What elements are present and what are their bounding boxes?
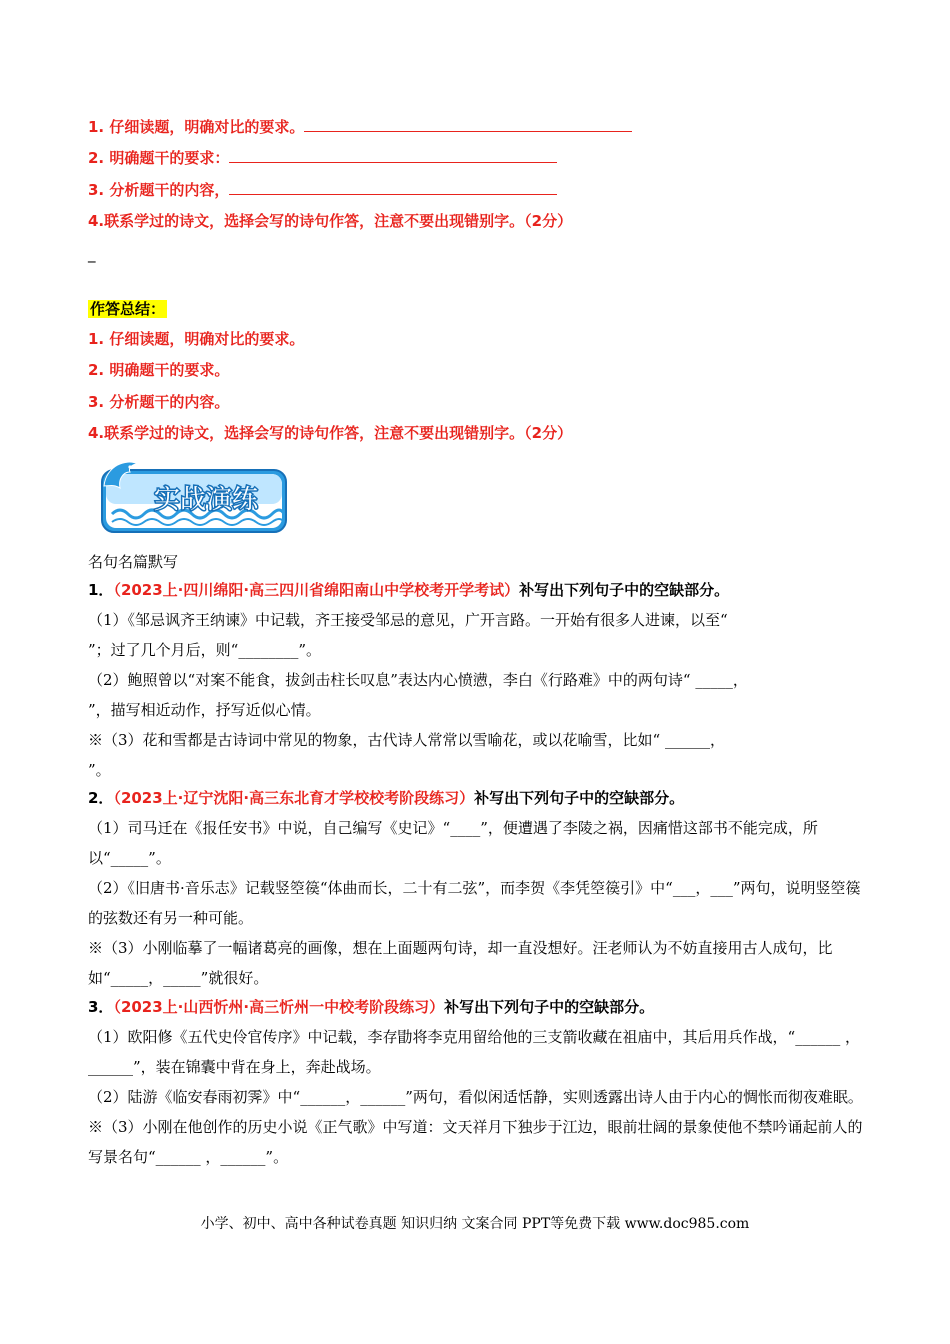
q2-item-1: （1）司马迁在《报任安书》中说，自己编写《史记》“____”，便遭遇了李陵之祸，因痛惜这部书不能完成，所以“_____”。 <box>88 819 818 867</box>
q1-item-1b: ”；过了几个月后，则“________”。 <box>88 641 322 659</box>
guide-line-1: 1. 仔细读题，明确对比的要求。 <box>88 117 632 137</box>
q1-item-2b: ”，描写相近动作，抒写近似心情。 <box>88 701 321 719</box>
question-3-body <box>88 1022 863 1172</box>
q1-item-3b: ”。 <box>88 761 111 779</box>
question-2-body <box>88 813 863 993</box>
page-footer: 小学、初中、高中各种试卷真题 知识归纳 文案合同 PPT等免费下载 www.doc985.com <box>200 1216 750 1232</box>
practice-badge <box>96 456 290 536</box>
summary-line-2: 2. 明确题干的要求。 <box>88 361 230 379</box>
guide-line-4: 4.联系学过的诗文，选择会写的诗句作答，注意不要出现错别字。（2分） <box>88 212 573 230</box>
question-1-header: 1．（2023上·四川绵阳·高三四川省绵阳南山中学校考开学考试）补写出下列句子中的空缺部分。 <box>88 581 730 599</box>
dolphin-badge-icon <box>96 456 290 536</box>
guide-line-3: 3. 分析题干的内容， <box>88 180 557 200</box>
question-1-body <box>88 605 863 785</box>
q1-item-2a: （2）鲍照曾以“对案不能食，拔剑击柱长叹息”表达内心愤懑，李白《行路难》中的两句诗“ _____， <box>88 671 748 689</box>
question-2-header: 2．（2023上·辽宁沈阳·高三东北育才学校校考阶段练习）补写出下列句子中的空缺部分。 <box>88 789 685 807</box>
q1-item-3a: ※（3）花和雪都是古诗词中常见的物象，古代诗人常常以雪喻花，或以花喻雪，比如“ ______， <box>88 731 725 749</box>
q3-item-2: （2）陆游《临安春雨初霁》中“______，______”两句，看似闲适恬静，实则透露出诗人由于内心的惆怅而彻夜难眠。 <box>88 1088 863 1106</box>
summary-line-3: 3. 分析题干的内容。 <box>88 393 230 411</box>
answer-blank[interactable] <box>304 117 632 132</box>
question-3-header: 3．（2023上·山西忻州·高三忻州一中校考阶段练习）补写出下列句子中的空缺部分。 <box>88 998 655 1016</box>
q2-item-3: ※（3）小刚临摹了一幅诸葛亮的画像，想在上面题两句诗，却一直没想好。汪老师认为不妨直接用古人成句，比如“_____，_____”就很好。 <box>88 939 833 987</box>
q3-item-1: （1）欧阳修《五代史伶官传序》中记载，李存勖将李克用留给他的三支箭收藏在祖庙中，其后用兵作战，“______ ，______”，装在锦囊中背在身上，奔赴战场。 <box>88 1028 860 1076</box>
q1-item-1a: （1）《邹忌讽齐王纳谏》中记载，齐王接受邹忌的意见，广开言路。一开始有很多人进谏，以至“ <box>88 611 728 629</box>
answer-blank[interactable] <box>229 148 557 163</box>
summary-line-1: 1. 仔细读题，明确对比的要求。 <box>88 330 305 348</box>
badge-label: 实战演练 <box>153 485 259 515</box>
section-title: 名句名篇默写 <box>88 553 179 571</box>
q3-item-3: ※（3）小刚在他创作的历史小说《正气歌》中写道：文天祥月下独步于江边，眼前壮阔的景象使他不禁吟诵起前人的写景名句“______ ，______”。 <box>88 1118 863 1166</box>
stray-dash: _ <box>88 245 96 263</box>
answer-blank[interactable] <box>229 180 557 195</box>
guide-line-2: 2. 明确题干的要求： <box>88 148 557 168</box>
q2-item-2: （2）《旧唐书·音乐志》记载竖箜篌“体曲而长，二十有二弦”，而李贺《李凭箜篌引》中“___，___”两句，说明竖箜篌的弦数还有另一种可能。 <box>88 879 861 927</box>
summary-heading: 作答总结： <box>90 300 166 318</box>
summary-line-4: 4.联系学过的诗文，选择会写的诗句作答，注意不要出现错别字。（2分） <box>88 424 573 442</box>
